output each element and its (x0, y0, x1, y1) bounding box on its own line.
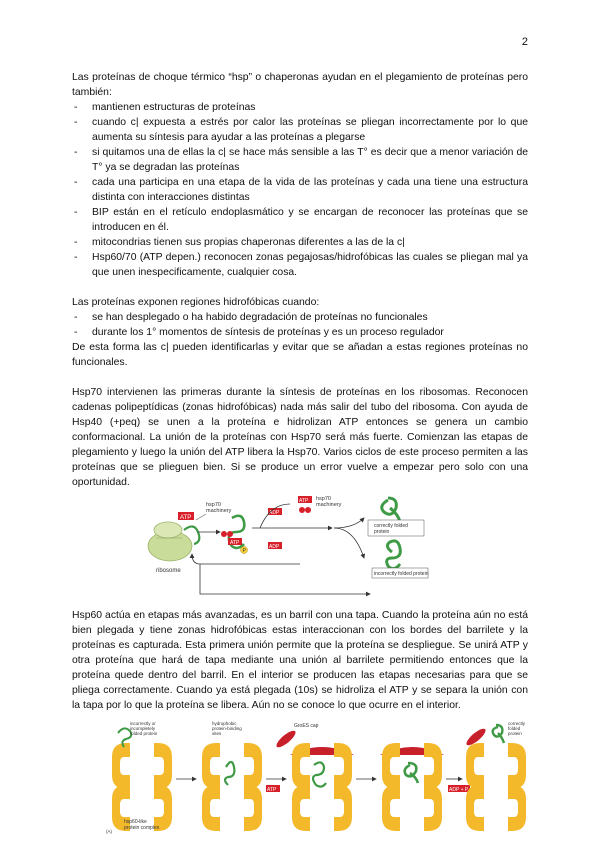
correct-protein-label-2: correctly folded protein (508, 721, 526, 736)
intro-paragraph: Las proteínas de choque térmico “hsp” o chaperonas ayudan en el plegamiento de proteínas pero también: (72, 72, 528, 98)
hydrophobic-intro: Las proteínas exponen regiones hidrofóbicas cuando: (72, 297, 320, 308)
hsp60-figure (72, 719, 528, 841)
list-item: - BIP están en el retículo endoplasmático y se encargan de reconocer las proteínas que se introducen en él. (72, 205, 528, 235)
hsp70-machinery-label: hsp70 machinery (206, 502, 232, 514)
correct-protein-label: correctly folded protein (374, 523, 408, 535)
hsp60-complex-1 (112, 743, 172, 831)
chaperone-function-list (72, 100, 528, 280)
hsp60-complex-5 (466, 743, 526, 831)
svg-text:ADP: ADP (269, 544, 280, 550)
incorrect-protein-icon (387, 541, 401, 569)
groes-cap-icon (274, 728, 298, 750)
groes-cap-label: GroES cap (294, 723, 319, 729)
list-item: - se han desplegado o ha habido degradación de proteínas no funcionales (72, 310, 528, 325)
hsp60-paragraph: Hsp60 actúa en etapas más avanzadas, es un barril con una tapa. Cuando la proteína aún no está bien plegada y tiene zonas hidrofóbicas estas interaccionan con los bordes del barrilete y la proteínas es capturada. Esta primera unión permite que la proteína se despliegue. Se unirá ATP y otra proteína que hará de tapa mediante una unión al barrilete permitiendo entonces que la proteína quede dentro del barril. En el interior se producen las etapas necesarias para que se pliega correctamente. Cuando ya está plegada (10s) se hidroliza el ATP y se separa la unión con la tapa por lo que la proteína se libera. Aún no se conoce lo que ocurre en el interior. (72, 610, 528, 711)
hsp70-figure (72, 494, 528, 602)
hsp60-complex-4 (382, 743, 442, 831)
svg-text:ADP: ADP (269, 510, 280, 516)
atp-label: ATP (180, 515, 192, 521)
correct-protein-icon-2 (493, 725, 504, 743)
list-item: - mitocondrias tienen sus propias chaperonas diferentes a las de la c| (72, 235, 528, 250)
list-item: - cada una participa en una etapa de la vida de las proteínas y cada una tiene una estructura distinta con interacciones distintas (72, 175, 528, 205)
hydrophobic-conclusion: De esta forma las c| pueden identificarlas y evitar que se añadan a estas regiones proteínas no funcionales. (72, 342, 528, 368)
svg-text:P: P (242, 548, 246, 554)
correct-protein-icon (382, 498, 400, 522)
ribosome-label: ribosome (156, 568, 181, 574)
hydrophobic-sites-label: hydrophobic protein-binding sites (212, 721, 242, 736)
hsp60-complex-2 (202, 743, 262, 831)
complex-label: hsp60-like protein complex (124, 819, 160, 831)
atp-label-2: ATP (230, 540, 240, 546)
misfolded-label: incorrectly or incompletely folded protein (130, 721, 158, 736)
list-item: - mantienen estructuras de proteínas (72, 100, 528, 115)
hsp70-paragraph: Hsp70 intervienen las primeras durante la síntesis de proteínas en los ribosomas. Reconocen cadenas polipeptídicas (zonas hidrofóbicas) nada más salir del tubo del ribosoma. Con ayuda de Hsp40 (+peq) se unen a la proteína e hidrolizan ATP entonces se genera un cambio conformacional. La unión de la proteínas con Hsp70 será más fuerte. Comienzan las etapas de plegamiento y luego la unión del ATP libera la Hsp70. Varios ciclos de este proceso permiten a las proteínas que se plieguen bien. Si se produce un error vuelve a empezar pero solo con una oportunidad. (72, 387, 528, 488)
svg-text:ATP: ATP (267, 787, 277, 793)
svg-text:ADP + P: ADP + P (449, 787, 469, 793)
list-item: - durante los 1° momentos de síntesis de proteínas y es un proceso regulador (72, 325, 528, 340)
document-body (72, 70, 528, 841)
list-item: - Hsp60/70 (ATP depen.) reconocen zonas pegajosas/hidrofóbicas las cuales se pliegan mal ya que unen inespecificamente, cualquier cosa. (72, 250, 528, 280)
page-number: 2 (521, 36, 528, 48)
svg-text:ATP: ATP (299, 498, 309, 504)
list-item: - cuando c| expuesta a estrés por calor las proteínas se pliegan incorrectamente por lo que aumenta su síntesis para ayudar a las proteínas a plegarse (72, 115, 528, 145)
hydrophobic-list (72, 310, 528, 340)
hsp70-machinery-label-2: hsp70 machinery (316, 496, 342, 508)
list-item: - si quitamos una de ellas la c| se hace más sensible a las T° es decir que a menor variación de T° ya se degradan las proteínas (72, 145, 528, 175)
incorrect-protein-label: incorrectly folded protein (374, 571, 429, 577)
panel-label: (A) (106, 829, 112, 834)
